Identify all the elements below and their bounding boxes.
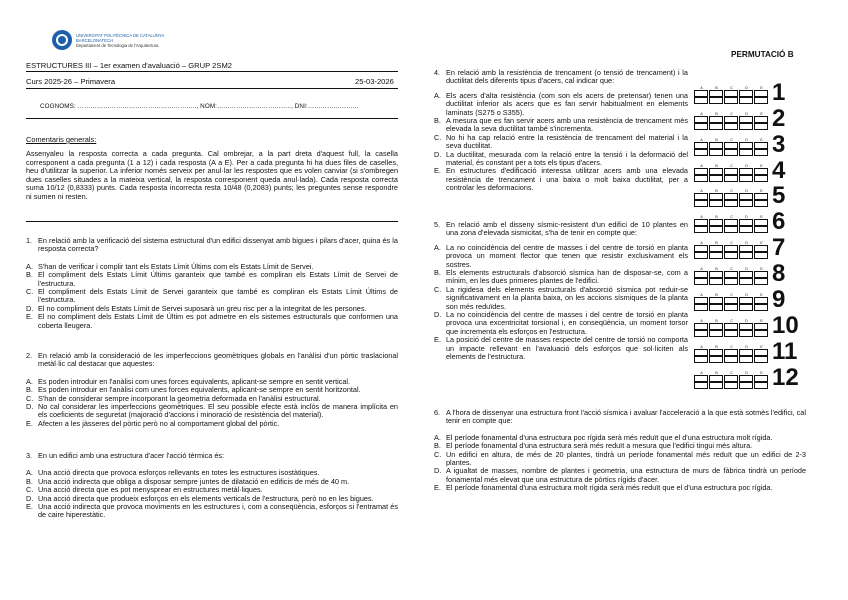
answer-question-number: 12 [772, 363, 799, 391]
answer-cell-bottom-row [694, 304, 769, 311]
answer-cell-top[interactable] [694, 349, 708, 356]
answer-cell-top[interactable] [709, 193, 723, 200]
answer-cell-top[interactable] [724, 349, 738, 356]
answer-cell-bottom[interactable] [724, 278, 738, 285]
answer-cell-top[interactable] [754, 349, 768, 356]
answer-cell-top[interactable] [739, 193, 753, 200]
answer-cell-bottom[interactable] [754, 252, 768, 259]
answer-letter: D [745, 318, 748, 323]
answer-letter: B [715, 189, 718, 194]
answer-cell-bottom[interactable] [754, 278, 768, 285]
answer-cell-bottom-row [694, 382, 769, 389]
answer-cell-bottom[interactable] [709, 278, 723, 285]
question-4 [434, 69, 688, 193]
answer-row [694, 207, 799, 236]
answer-cell-top[interactable] [739, 349, 753, 356]
logo-line-1: UNIVERSITAT POLITÈCNICA DE CATALUNYA [76, 32, 165, 38]
option-b: B. El compliment dels Estats Límit Últims garanteix que també es compliran els Estats Límit de Servei de l'estructura. [26, 270, 398, 288]
answer-cell-bottom[interactable] [739, 382, 753, 389]
answer-cell-bottom-row [694, 330, 769, 337]
option-c: C. No hi ha cap relació entre la resistència de trencament del material i la seva ductilitat. [434, 132, 688, 151]
answer-cell-top[interactable] [724, 245, 738, 252]
answer-cell-bottom[interactable] [739, 149, 753, 156]
answer-cell-bottom-row [694, 356, 769, 363]
option-e: E. Una acció indirecta que provoca moviments en les estructures i, com a conseqüència, esforços si l'entramat és de caire hiperestàtic. [26, 502, 398, 520]
option-e: E. Afecten a les jàsseres del pòrtic però no al comportament global del pòrtic. [26, 418, 280, 428]
answer-cell-bottom-row [694, 175, 769, 182]
answer-cell-top[interactable] [724, 323, 738, 330]
answer-letter: B [715, 344, 718, 349]
answer-cell-bottom[interactable] [709, 226, 723, 233]
answer-letter: C [730, 370, 733, 375]
answer-cell-bottom[interactable] [724, 123, 738, 130]
answer-cell-bottom[interactable] [754, 97, 768, 104]
answer-cell-bottom[interactable] [694, 278, 708, 285]
answer-question-number: 11 [772, 337, 798, 365]
answer-cell-bottom[interactable] [724, 252, 738, 259]
answer-cell-bottom[interactable] [724, 330, 738, 337]
answer-letter: B [715, 111, 718, 116]
header-rule-3 [26, 118, 398, 119]
answer-question-number: 4 [772, 156, 786, 184]
option-d: D. El no compliment dels Estats Límit de Servei suposarà un greu risc per a la integritat de les persones. [26, 303, 367, 313]
upc-logo-icon [52, 30, 72, 50]
answer-cell-bottom[interactable] [709, 123, 723, 130]
student-fields: COGNOMS: ……………………………………………….., NOM:…………………………….., DNI:…………………… [40, 103, 359, 110]
answer-cell-top[interactable] [724, 90, 738, 97]
option-a: A. Es poden introduir en l'anàlisi com unes forces equivalents, aplicant-se sempre en sentit vertical. [26, 376, 351, 386]
answer-letter: E [760, 293, 763, 298]
answer-cell-bottom[interactable] [739, 175, 753, 182]
answer-cell-bottom[interactable] [709, 149, 723, 156]
option-b: B. A mesura que es fan servir acers amb una resistència de trencament més elevada la seva ductilitat també s'incrementa. [434, 116, 688, 134]
answer-letter: D [745, 344, 748, 349]
answer-cell-bottom[interactable] [709, 304, 723, 311]
answer-cell-bottom[interactable] [694, 382, 708, 389]
answer-cell-top[interactable] [739, 142, 753, 149]
answer-cell-bottom[interactable] [724, 200, 738, 207]
answer-cell-top[interactable] [709, 375, 723, 382]
answer-letter: C [730, 293, 733, 298]
answer-letter: A [700, 189, 703, 194]
answer-cell-top[interactable] [724, 271, 738, 278]
answer-cell-top[interactable] [694, 245, 708, 252]
answer-cell-top-row [694, 142, 769, 149]
answer-row [694, 259, 799, 288]
answer-cell-bottom[interactable] [694, 175, 708, 182]
question-stem: En relació amb la verificació del sistema estructural d'un edifici dissenyat amb bigues i pilars d'acer, quina és la resposta correcta? [38, 236, 398, 254]
answer-cell-top[interactable] [739, 219, 753, 226]
answer-cell-top[interactable] [694, 297, 708, 304]
answer-cell-top[interactable] [709, 90, 723, 97]
answer-cell-top[interactable] [709, 245, 723, 252]
answer-letter: D [745, 137, 748, 142]
answer-row [694, 78, 799, 104]
question-number: 6. [434, 408, 441, 417]
answer-letter: A [700, 344, 703, 349]
course-year: Curs 2025-26 – Primavera [26, 77, 116, 86]
answer-row [694, 156, 799, 182]
course-title: ESTRUCTURES III – 1er examen d'avaluació – GRUP 2SM2 [26, 61, 232, 70]
answer-question-number: 5 [772, 182, 786, 210]
answer-cell-bottom[interactable] [694, 123, 708, 130]
answer-cell-bottom[interactable] [694, 304, 708, 311]
answer-cell-top[interactable] [724, 168, 738, 175]
answer-cell-top[interactable] [709, 323, 723, 330]
answer-letter: C [730, 241, 733, 246]
answer-letter: E [760, 189, 763, 194]
answer-cell-top[interactable] [694, 193, 708, 200]
question-number: 5. [434, 220, 441, 229]
answer-letter: A [700, 163, 703, 168]
answer-question-number: 8 [772, 260, 786, 288]
option-b: B. Una acció indirecta que obliga a disposar sempre juntes de dilatació en edificis de més de 40 m. [26, 476, 350, 486]
answer-cell-bottom-row [694, 97, 769, 104]
question-number: 4. [434, 68, 441, 77]
option-d: D. La ductilitat, mesurada com la relació entre la tensió i la deformació del material, és constant per a tots els tipus d'acers. [434, 149, 688, 168]
answer-letter: A [700, 370, 703, 375]
answer-cell-top-row [694, 245, 769, 252]
answer-cell-top[interactable] [754, 142, 768, 149]
answer-cell-top-row [694, 168, 769, 175]
answer-question-number: 3 [772, 130, 786, 158]
answer-cell-bottom[interactable] [694, 200, 708, 207]
answer-cell-bottom[interactable] [739, 304, 753, 311]
question-stem: En relació amb el disseny sísmic-resistent d'un edifici de 10 plantes en una zona d'elevada sismicitat, s'ha de tenir en compte que: [446, 220, 688, 238]
answer-row [694, 337, 799, 363]
answer-cell-top[interactable] [739, 375, 753, 382]
answer-cell-top[interactable] [724, 297, 738, 304]
question-2 [26, 352, 398, 428]
option-a: A. El període fonamental d'una estructura poc rígida serà més reduït que el d'una estructura molt rígida. [434, 432, 773, 442]
answer-cell-top-row [694, 271, 769, 278]
answer-letter: B [715, 215, 718, 220]
answer-cell-top[interactable] [754, 245, 768, 252]
answer-cell-bottom[interactable] [709, 330, 723, 337]
option-c: C. Un edifici en altura, de més de 20 plantes, tindrà un període fonamental més reduït que un edifici de 2-3 plantes. [434, 449, 806, 468]
answer-cell-bottom[interactable] [709, 356, 723, 363]
section-rule [26, 221, 398, 222]
answer-cell-bottom-row [694, 200, 769, 207]
answer-cell-top-row [694, 116, 769, 123]
answer-letter: D [745, 163, 748, 168]
answer-letter: E [760, 163, 763, 168]
answer-cell-top[interactable] [709, 349, 723, 356]
answer-letter: D [745, 215, 748, 220]
answer-cell-bottom[interactable] [739, 200, 753, 207]
answer-cell-top[interactable] [739, 245, 753, 252]
answer-cell-top[interactable] [754, 271, 768, 278]
answer-cell-bottom[interactable] [724, 226, 738, 233]
answer-cell-top[interactable] [709, 168, 723, 175]
question-number: 2. [26, 351, 33, 360]
answer-cell-bottom-row [694, 123, 769, 130]
answer-cell-top[interactable] [739, 168, 753, 175]
answer-row [694, 311, 799, 337]
answer-cell-bottom[interactable] [724, 382, 738, 389]
answer-cell-top[interactable] [754, 375, 768, 382]
question-number: 1. [26, 236, 33, 245]
answer-letter: B [715, 293, 718, 298]
answer-cell-top-row [694, 323, 769, 330]
option-a: A. Una acció directa que provoca esforços rellevants en totes les estructures isostàtiques. [26, 468, 320, 478]
question-number: 3. [26, 451, 33, 460]
answer-row [694, 285, 799, 314]
answer-cell-top[interactable] [694, 116, 708, 123]
answer-cell-top-row [694, 297, 769, 304]
option-d: D. Una acció directa que produeix esforços en els elements verticals de l'estructura, però no en les bigues. [26, 493, 374, 503]
option-b: B. Els elements estructurals d'absorció sísmica han de disposar-se, com a mínim, en les dues primeres plantes de l'edifici. [434, 268, 688, 286]
answer-cell-bottom[interactable] [754, 200, 768, 207]
option-c: C. S'han de considerar sempre incorporant la geometria deformada en l'anàlisi estructural. [26, 393, 321, 403]
answer-cell-bottom[interactable] [709, 252, 723, 259]
answer-cell-top[interactable] [724, 116, 738, 123]
answer-letter: E [760, 318, 763, 323]
answer-cell-top[interactable] [694, 90, 708, 97]
answer-cell-top-row [694, 219, 769, 226]
answer-cell-top[interactable] [694, 219, 708, 226]
answer-letter: B [715, 85, 718, 90]
answer-letter: C [730, 215, 733, 220]
answer-cell-bottom[interactable] [724, 97, 738, 104]
answer-letter: C [730, 111, 733, 116]
answer-letter: E [760, 111, 763, 116]
answer-letter: B [715, 267, 718, 272]
answer-letter: B [715, 370, 718, 375]
option-d: D. A igualtat de masses, nombre de plantes i geometria, una estructura de murs de fàbrica tindrà un període fonamental més elevat que una estructura de pòrtics rígids d'acer. [434, 466, 806, 484]
option-e: E. El no compliment dels Estats Límit de Últim es pot admetre en els sistemes estructurals que conformen una coberta lleugera. [26, 312, 398, 330]
answer-cell-top[interactable] [694, 168, 708, 175]
exam-date: 25-03-2026 [355, 77, 394, 86]
answer-cell-top[interactable] [754, 193, 768, 200]
answer-letter: D [745, 189, 748, 194]
answer-letter: E [760, 267, 763, 272]
header-rule-2 [26, 88, 398, 89]
answer-cell-top[interactable] [694, 323, 708, 330]
answer-question-number: 1 [772, 78, 786, 106]
option-b: B. El període fonamental d'una estructura serà més reduït a mesura que l'edifici tingui més altura. [434, 441, 753, 451]
answer-letter: E [760, 215, 763, 220]
answer-letter: D [745, 293, 748, 298]
answer-cell-bottom[interactable] [754, 382, 768, 389]
answer-letter: D [745, 111, 748, 116]
answer-cell-bottom[interactable] [754, 304, 768, 311]
answer-letter: C [730, 137, 733, 142]
option-e: E. En estructures d'edificació interessa utilitzar acers amb una elevada resistència de trencament i una baixa o molt baixa ductilitat, per a controlar les deformacions. [434, 166, 688, 193]
answer-question-number: 2 [772, 104, 786, 132]
answer-cell-bottom[interactable] [709, 175, 723, 182]
answer-letter: D [745, 241, 748, 246]
answer-cell-top[interactable] [754, 116, 768, 123]
answer-letter: C [730, 344, 733, 349]
option-d: D. No cal considerar les imperfeccions geomètriques. El seu possible efecte està inclòs de manera implícita en els coeficients de seguretat (majoració d'accions i minoració de resistència del material). [26, 402, 398, 420]
option-c: C. La rigidesa dels elements estructurals d'absorció sísmica pot reduir-se significativament en la planta baixa, on les accions sísmiques de la planta son més reduïdes. [434, 284, 688, 311]
university-logo [52, 30, 164, 50]
answer-letter: D [745, 85, 748, 90]
answer-cell-top[interactable] [754, 219, 768, 226]
answer-row [694, 363, 799, 389]
answer-row [694, 233, 799, 262]
option-a: A. La no coincidència del centre de masses i del centre de torsió en planta provoca un moment flector que tenen que resistir exclusivament els sostres. [434, 242, 688, 269]
answer-row [694, 104, 799, 130]
answer-cell-top[interactable] [724, 193, 738, 200]
answer-letter: E [760, 85, 763, 90]
answer-cell-top[interactable] [709, 142, 723, 149]
answer-letter: A [700, 215, 703, 220]
answer-cell-bottom[interactable] [739, 252, 753, 259]
answer-cell-top[interactable] [739, 90, 753, 97]
answer-cell-bottom[interactable] [754, 356, 768, 363]
answer-letter: C [730, 318, 733, 323]
answer-row [694, 182, 799, 208]
answer-cell-bottom[interactable] [739, 97, 753, 104]
answer-cell-top[interactable] [694, 271, 708, 278]
answer-letter: E [760, 241, 763, 246]
answer-cell-bottom-row [694, 252, 769, 259]
answer-cell-bottom[interactable] [694, 226, 708, 233]
question-stem: En relació amb la resistència de trencament (o tensió de trencament) i la ductilitat dels diferents tipus d'acers, cal indicar que: [446, 68, 688, 86]
answer-letter: A [700, 137, 703, 142]
option-b: B. Es poden introduir en l'anàlisi com unes forces equivalents, aplicant-se sempre en sentit horitzontal. [26, 385, 361, 395]
answer-letter: C [730, 267, 733, 272]
answer-cell-top[interactable] [739, 323, 753, 330]
answer-cell-top[interactable] [739, 116, 753, 123]
answer-cell-top[interactable] [694, 142, 708, 149]
answer-letter: D [745, 267, 748, 272]
answer-cell-top[interactable] [724, 219, 738, 226]
answer-letter: B [715, 137, 718, 142]
answer-cell-bottom[interactable] [694, 97, 708, 104]
answer-letter: C [730, 163, 733, 168]
answer-letter: A [700, 85, 703, 90]
answer-cell-bottom[interactable] [739, 330, 753, 337]
logo-line-3: Departament de Tecnologia de l'Arquitectura [76, 42, 159, 48]
answer-cell-top-row [694, 375, 769, 382]
answer-letter: A [700, 111, 703, 116]
question-3 [26, 452, 398, 520]
answer-cell-top[interactable] [754, 168, 768, 175]
answer-letter: E [760, 137, 763, 142]
answer-cell-bottom[interactable] [739, 278, 753, 285]
answer-letter: B [715, 163, 718, 168]
answer-cell-bottom-row [694, 149, 769, 156]
answer-cell-top[interactable] [709, 219, 723, 226]
answer-question-number: 10 [772, 311, 799, 339]
permutation-label: PERMUTACIÓ B [731, 50, 794, 59]
question-stem: En relació amb la consideració de les imperfeccions geomètriques globals en l'anàlisi d'un pòrtic traslacional metàl·lic cal destacar que aquestes: [38, 351, 398, 369]
question-5 [434, 221, 688, 362]
answer-cell-top[interactable] [709, 271, 723, 278]
answer-letter: D [745, 370, 748, 375]
answer-cell-bottom-row [694, 278, 769, 285]
answer-letter: A [700, 293, 703, 298]
answer-cell-bottom[interactable] [694, 149, 708, 156]
answer-cell-top[interactable] [754, 297, 768, 304]
answer-question-number: 7 [772, 234, 786, 262]
option-e: E. La posició del centre de masses respecte del centre de torsió no comporta un impacte rellevant en l'avaluació dels esforços que sol·liciten als elements de l'estructura. [434, 335, 688, 362]
question-stem: En un edifici amb una estructura d'acer l'acció tèrmica és: [38, 451, 225, 460]
answer-question-number: 9 [772, 286, 786, 314]
option-a: A. S'han de verificar i complir tant els Estats Límit Últims com els Estats Límit de Servei. [26, 261, 314, 271]
answer-cell-bottom[interactable] [709, 200, 723, 207]
answer-cell-top-row [694, 90, 769, 97]
answer-letter: C [730, 85, 733, 90]
answer-cell-bottom[interactable] [754, 330, 768, 337]
answer-cell-bottom[interactable] [724, 356, 738, 363]
answer-letter: E [760, 344, 763, 349]
answer-cell-bottom[interactable] [709, 382, 723, 389]
answer-cell-bottom[interactable] [754, 175, 768, 182]
answer-cell-top[interactable] [754, 90, 768, 97]
answer-letter: A [700, 318, 703, 323]
option-c: C. El compliment dels Estats Límit de Servei garanteix que també es compliran els Estats Límit Últims de l'estructura. [26, 287, 398, 305]
answer-cell-bottom[interactable] [739, 356, 753, 363]
answer-cell-top[interactable] [754, 323, 768, 330]
answer-letter: C [730, 189, 733, 194]
option-e: E. El període fonamental d'una estructura molt rígida serà més reduït que el d'una estructura poc rígida. [434, 483, 773, 493]
answer-cell-bottom[interactable] [724, 304, 738, 311]
question-1 [26, 237, 398, 330]
option-a: A. Els acers d'alta resistència (com son els acers de pretensar) tenen una ductilitat inferior als acers que es fan servir habitualment en elements laminats (S275 o S355). [434, 90, 688, 117]
answer-cell-bottom[interactable] [694, 356, 708, 363]
answer-cell-bottom[interactable] [739, 123, 753, 130]
option-d: D. La no coincidència del centre de masses i del centre de torsió en planta provoca una excentricitat torsional i, en conseqüència, un moment torsor que incrementa els esforços en l'estructura. [434, 310, 688, 336]
answer-cell-top[interactable] [709, 297, 723, 304]
answer-question-number: 6 [772, 208, 786, 236]
logo-line-2: BARCELONATECH [76, 37, 113, 43]
answer-cell-top[interactable] [709, 116, 723, 123]
comments-heading: Comentaris generals: [26, 135, 97, 144]
answer-cell-bottom-row [694, 226, 769, 233]
answer-cell-top-row [694, 193, 769, 200]
answer-cell-bottom[interactable] [739, 226, 753, 233]
answer-cell-bottom[interactable] [754, 123, 768, 130]
answer-letter: B [715, 241, 718, 246]
answer-letter: A [700, 267, 703, 272]
answer-cell-top[interactable] [694, 375, 708, 382]
answer-cell-bottom[interactable] [754, 149, 768, 156]
option-c: C. Una acció directa que es pot menysprear en estructures metàl·liques. [26, 485, 263, 495]
answer-cell-top[interactable] [724, 142, 738, 149]
answer-letter: B [715, 318, 718, 323]
answer-cell-top[interactable] [739, 297, 753, 304]
question-6 [434, 409, 806, 493]
answer-letter: A [700, 241, 703, 246]
answer-cell-top[interactable] [739, 271, 753, 278]
answer-cell-bottom[interactable] [694, 252, 708, 259]
question-stem: A l'hora de dissenyar una estructura front l'acció sísmica i avaluar l'acceleració a la que està sotmès l'edifici, cal tenir en compte que: [446, 408, 806, 426]
answer-cell-top[interactable] [724, 375, 738, 382]
answer-cell-top-row [694, 349, 769, 356]
answer-cell-bottom[interactable] [724, 175, 738, 182]
answer-cell-bottom[interactable] [694, 330, 708, 337]
answer-row [694, 130, 799, 156]
answer-cell-bottom[interactable] [709, 97, 723, 104]
answer-cell-bottom[interactable] [754, 226, 768, 233]
answer-letter: E [760, 370, 763, 375]
comments-text: Assenyaleu la resposta correcta a cada pregunta. Cal ombrejar, a la part dreta d'aquest full, la casella corresponent a cada pregunta (1 a 12) i cada resposta (A a E). Per a cada pregunta hi ha dues files de caselles, heu d'utilitzar la superior. La inferior només serveix per anul·lar les respostes que es volen canviar (si s'ombregen dues caselles situades a la mateixa vertical, la resposta corresponent queda anul·lada). Cada resposta correcta suma 10/12 (0,8333) punts. Cada resposta incorrecta resta 10/48 (0,2083) punts; les preguntes sense respondre ni sumen ni resten. [26, 149, 398, 201]
header-rule [26, 71, 398, 72]
answer-sheet [694, 78, 799, 389]
answer-cell-bottom[interactable] [724, 149, 738, 156]
